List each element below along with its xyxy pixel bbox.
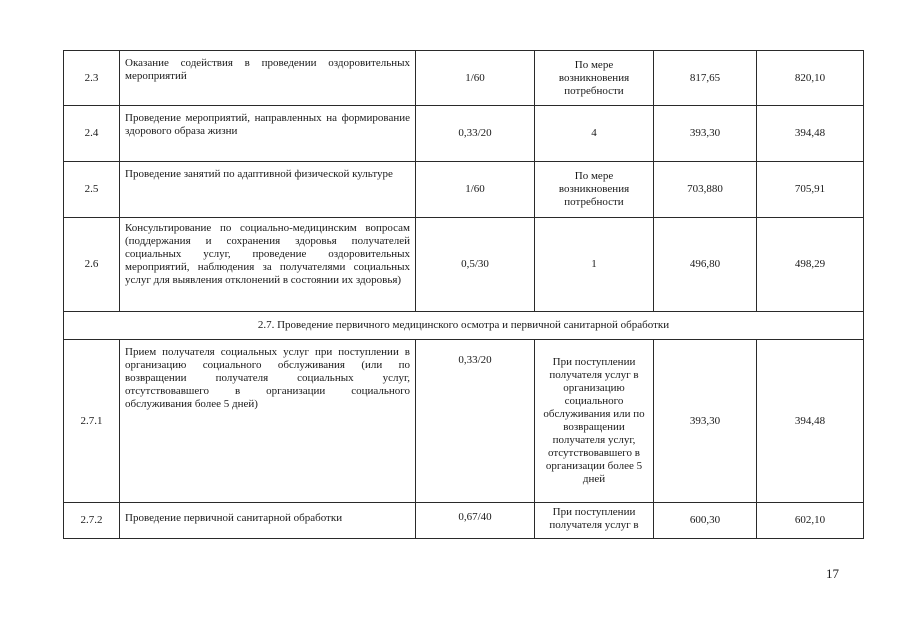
service-description: Оказание содействия в проведении оздоровительных мероприятий — [120, 51, 416, 106]
price-2: 820,10 — [757, 51, 864, 106]
service-description: Прием получателя социальных услуг при поступлении в организацию социального обслуживания (или по возвращении получателя социальных услуг, отсутствовавшего в организации социального обслуживания более 5 дней) — [120, 340, 416, 503]
service-description: Консультирование по социально-медицинским вопросам (поддержания и сохранения здоровья получателей социальных услуг, проведение оздоровительных мероприятий, наблюдения за получателями социальных услуг для выявления отклонений в состоянии их здоровья) — [120, 218, 416, 312]
table-row — [64, 218, 864, 312]
section-row — [64, 312, 864, 340]
page-number: 17 — [826, 566, 839, 581]
price-1: 393,30 — [654, 340, 757, 503]
frequency: По мере возникновения потребности — [535, 51, 654, 106]
price-2: 602,10 — [757, 503, 864, 539]
row-number: 2.5 — [64, 162, 120, 218]
price-2: 498,29 — [757, 218, 864, 312]
service-description: Проведение мероприятий, направленных на формирование здорового образа жизни — [120, 106, 416, 162]
frequency: При поступлении получателя услуг в организацию социального обслуживания или по возвращении получателя услуг, отсутствовавшего в организации более 5 дней — [535, 340, 654, 503]
time-ratio: 0,33/20 — [416, 340, 535, 503]
row-number: 2.7.1 — [64, 340, 120, 503]
price-1: 600,30 — [654, 503, 757, 539]
frequency: При поступлении получателя услуг в — [535, 503, 654, 539]
services-table — [63, 50, 864, 539]
time-ratio: 1/60 — [416, 162, 535, 218]
section-title: 2.7. Проведение первичного медицинского осмотра и первичной санитарной обработки — [64, 312, 864, 340]
time-ratio: 0,5/30 — [416, 218, 535, 312]
price-2: 394,48 — [757, 340, 864, 503]
row-number: 2.6 — [64, 218, 120, 312]
row-number: 2.4 — [64, 106, 120, 162]
price-1: 496,80 — [654, 218, 757, 312]
time-ratio: 1/60 — [416, 51, 535, 106]
frequency: 1 — [535, 218, 654, 312]
table-row — [64, 340, 864, 503]
table-row — [64, 503, 864, 539]
table-row — [64, 51, 864, 106]
table-row — [64, 162, 864, 218]
price-1: 393,30 — [654, 106, 757, 162]
price-2: 394,48 — [757, 106, 864, 162]
price-1: 817,65 — [654, 51, 757, 106]
time-ratio: 0,67/40 — [416, 503, 535, 539]
row-number: 2.3 — [64, 51, 120, 106]
service-description: Проведение занятий по адаптивной физической культуре — [120, 162, 416, 218]
row-number: 2.7.2 — [64, 503, 120, 539]
price-2: 705,91 — [757, 162, 864, 218]
time-ratio: 0,33/20 — [416, 106, 535, 162]
price-1: 703,880 — [654, 162, 757, 218]
table-row — [64, 106, 864, 162]
frequency: По мере возникновения потребности — [535, 162, 654, 218]
frequency: 4 — [535, 106, 654, 162]
service-description: Проведение первичной санитарной обработки — [120, 503, 416, 539]
